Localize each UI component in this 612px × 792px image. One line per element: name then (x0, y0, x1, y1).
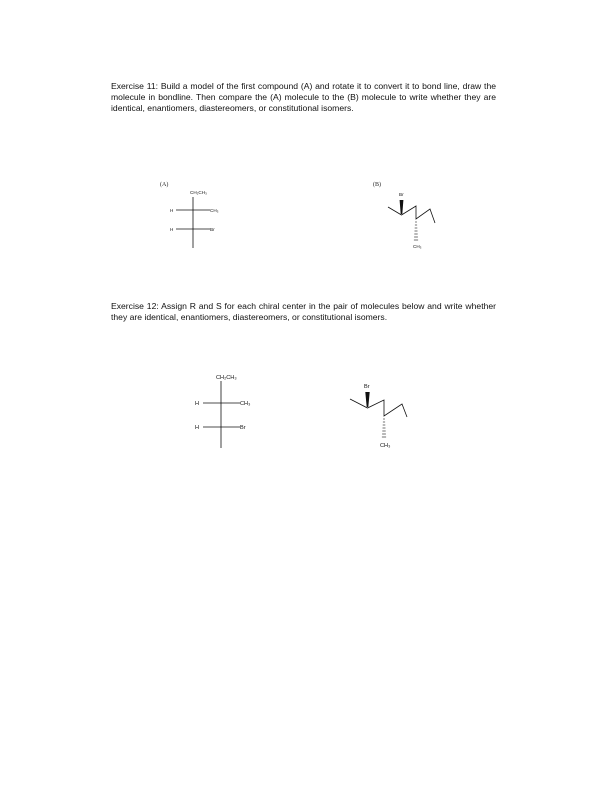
label-compound-b: (B) (373, 182, 381, 188)
fischer-left-upper: H (195, 401, 200, 407)
fischer-right-upper: CH₃ (210, 208, 219, 213)
label-compound-a: (A) (160, 182, 169, 188)
wedge-bond (400, 200, 404, 214)
hashed-bond (382, 419, 386, 437)
fischer-left-upper: H (170, 208, 174, 213)
fischer-projection-a (160, 185, 240, 255)
fischer-top-group: CH₂CH₃ (216, 375, 237, 381)
fischer-right-lower: Br (210, 227, 215, 232)
fischer-left-lower: H (170, 227, 174, 232)
carbon-chain (388, 206, 435, 223)
fischer-right-upper: CH₃ (240, 401, 251, 407)
fischer-top-group: CH₂CH₃ (190, 190, 207, 195)
bondline-top-substituent: Br (399, 192, 404, 197)
bondline-top-substituent: Br (364, 384, 370, 390)
exercise-12-text: Exercise 12: Assign R and S for each chiral center in the pair of molecules below and write whether they are identical, enantiomers, diastereomers, or constitutional isomers. (111, 301, 496, 323)
bondline-bottom-substituent: CH₃ (413, 244, 422, 249)
carbon-chain (350, 399, 407, 417)
fischer-projection-ex12 (190, 368, 280, 453)
bondline-structure-ex12 (343, 380, 423, 455)
wedge-bond (365, 392, 369, 407)
fischer-left-lower: H (195, 425, 200, 431)
fischer-right-lower: Br (240, 425, 246, 431)
bondline-structure-b (380, 188, 450, 260)
hashed-bond (414, 222, 418, 240)
exercise-11-text: Exercise 11: Build a model of the first compound (A) and rotate it to convert it to bond line, draw the molecule in bondline. Then compare the (A) molecule to the (B) molecule to write whether they are identical, enantiomers, diastereomers, or constitutional isomers. (111, 81, 496, 114)
bondline-bottom-substituent: CH₃ (380, 443, 391, 449)
